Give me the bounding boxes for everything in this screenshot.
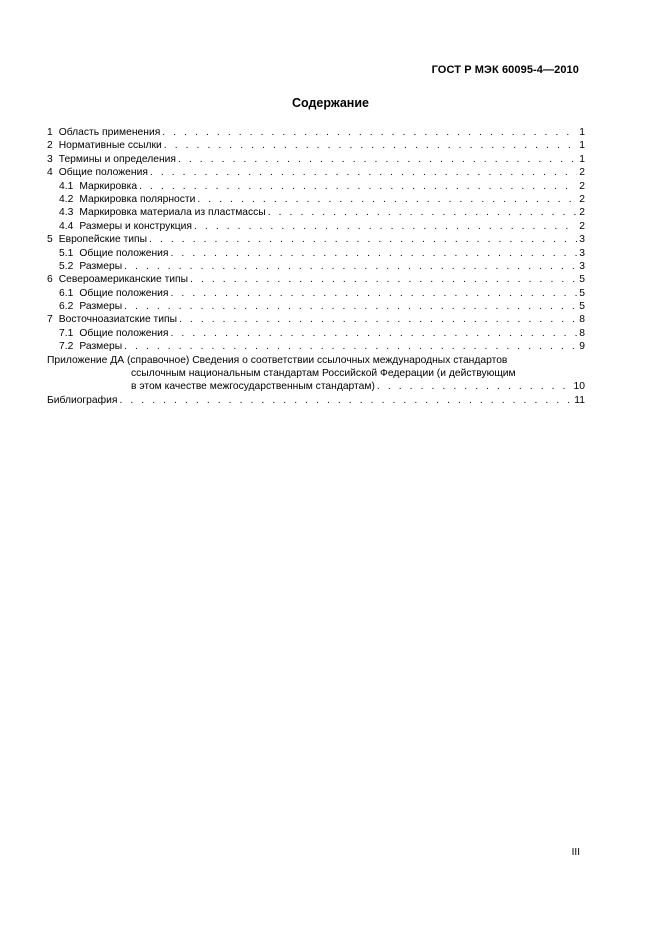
toc-entry-number: 7.2	[59, 341, 74, 353]
toc-entry-number: 4.4	[59, 220, 74, 232]
toc-leader-dots	[149, 233, 577, 246]
toc-entry-1[interactable]	[47, 126, 585, 139]
toc-entry-page: 2	[579, 193, 585, 205]
toc-annex-line-2: ссылочным национальным стандартам Российской Федерации (и действующим	[131, 368, 516, 380]
toc-entry-page: 9	[579, 341, 585, 353]
toc-entry-number: 1	[47, 127, 53, 138]
toc-entry-number: 4.2	[59, 193, 74, 205]
toc-entry-title: Маркировка	[79, 180, 138, 192]
toc-leader-dots	[139, 180, 577, 193]
table-of-contents	[47, 126, 585, 407]
toc-entry-page: 2	[579, 180, 585, 192]
toc-entry-2[interactable]	[47, 139, 585, 152]
toc-entry-title: Маркировка полярности	[79, 193, 196, 205]
toc-entry-page: 1	[579, 153, 585, 165]
toc-leader-dots	[377, 380, 572, 393]
toc-entry-number: 4.1	[59, 180, 74, 192]
toc-leader-dots	[164, 139, 577, 152]
toc-entry-title: Размеры	[79, 301, 123, 313]
toc-entry-title: Библиография	[47, 394, 118, 406]
toc-entry-title: Общие положения	[58, 167, 148, 179]
toc-leader-dots	[190, 273, 577, 286]
toc-entry-number: 2	[47, 140, 53, 152]
toc-entry-bibliography[interactable]	[47, 394, 585, 407]
toc-entry-5[interactable]	[47, 233, 585, 246]
toc-entry-3[interactable]	[47, 153, 585, 166]
toc-leader-dots	[150, 166, 577, 179]
toc-entry-6-2[interactable]	[47, 300, 585, 313]
toc-entry-page: 3	[579, 260, 585, 272]
toc-entry-page: 5	[579, 274, 585, 286]
toc-annex-line-3[interactable]	[47, 380, 585, 393]
toc-entry-6-1[interactable]	[47, 287, 585, 300]
toc-leader-dots	[171, 247, 578, 260]
toc-leader-dots	[197, 193, 577, 206]
toc-entry-4-4[interactable]	[47, 220, 585, 233]
toc-entry-page: 1	[579, 140, 585, 152]
toc-leader-dots	[124, 260, 577, 273]
toc-annex-title-end: в этом качестве межгосударственным стандартам)	[131, 381, 375, 393]
toc-title: Содержание	[291, 96, 369, 110]
toc-leader-dots	[268, 206, 578, 219]
toc-entry-page: 1	[579, 127, 585, 138]
toc-leader-dots	[194, 220, 577, 233]
toc-entry-4[interactable]	[47, 166, 585, 179]
toc-entry-title: Маркировка материала из пластмассы	[79, 207, 266, 219]
toc-leader-dots	[171, 287, 578, 300]
toc-entry-number: 7	[47, 314, 53, 326]
toc-entry-page: 2	[579, 220, 585, 232]
toc-leader-dots	[162, 126, 577, 139]
toc-entry-4-1[interactable]	[47, 180, 585, 193]
toc-entry-5-1[interactable]	[47, 247, 585, 260]
toc-entry-4-2[interactable]	[47, 193, 585, 206]
toc-entry-number: 6.1	[59, 287, 74, 299]
toc-leader-dots	[171, 327, 578, 340]
toc-leader-dots	[119, 394, 572, 407]
toc-entry-page: 5	[579, 287, 585, 299]
toc-entry-page: 11	[574, 394, 585, 406]
toc-entry-page: 2	[579, 167, 585, 179]
toc-entry-number: 6.2	[59, 301, 74, 313]
toc-entry-page: 3	[579, 247, 585, 259]
toc-entry-title: Размеры	[79, 260, 123, 272]
toc-entry-page: 8	[579, 314, 585, 326]
toc-entry-title: Общие положения	[79, 247, 169, 259]
document-header: ГОСТ Р МЭК 60095-4—2010	[431, 64, 579, 76]
toc-entry-title: Область применения	[58, 127, 161, 138]
toc-entry-title: Размеры и конструкция	[79, 220, 192, 232]
toc-entry-7[interactable]	[47, 313, 585, 326]
toc-leader-dots	[179, 313, 577, 326]
toc-entry-5-2[interactable]	[47, 260, 585, 273]
page-number: III	[571, 847, 580, 858]
toc-entry-page: 3	[579, 234, 585, 246]
toc-entry-title: Термины и определения	[58, 153, 176, 165]
toc-entry-number: 5.2	[59, 260, 74, 272]
toc-annex-line-1[interactable]: Приложение ДА (справочное) Сведения о соответствии ссылочных международных стандартов	[47, 354, 508, 366]
toc-entry-number: 5	[47, 234, 53, 246]
toc-entry-title: Североамериканские типы	[58, 274, 189, 286]
toc-leader-dots	[124, 340, 577, 353]
toc-entry-title: Европейские типы	[58, 234, 148, 246]
toc-entry-number: 4.3	[59, 207, 74, 219]
toc-entry-title: Восточноазиатские типы	[58, 314, 177, 326]
toc-entry-page: 2	[579, 207, 585, 219]
toc-entry-title: Общие положения	[79, 327, 169, 339]
toc-entry-number: 3	[47, 153, 53, 165]
toc-entry-number: 7.1	[59, 327, 74, 339]
toc-entry-title: Размеры	[79, 341, 123, 353]
toc-entry-title: Общие положения	[79, 287, 169, 299]
toc-entry-page: 5	[579, 301, 585, 313]
toc-entry-6[interactable]	[47, 273, 585, 286]
toc-leader-dots	[124, 300, 577, 313]
toc-entry-4-3[interactable]	[47, 206, 585, 219]
toc-entry-number: 4	[47, 167, 53, 179]
toc-entry-7-1[interactable]	[47, 327, 585, 340]
toc-leader-dots	[178, 153, 577, 166]
toc-entry-page: 8	[579, 327, 585, 339]
toc-annex-page: 10	[573, 381, 585, 393]
toc-entry-title: Нормативные ссылки	[58, 140, 162, 152]
toc-entry-number: 5.1	[59, 247, 74, 259]
toc-entry-7-2[interactable]	[47, 340, 585, 353]
toc-entry-number: 6	[47, 274, 53, 286]
